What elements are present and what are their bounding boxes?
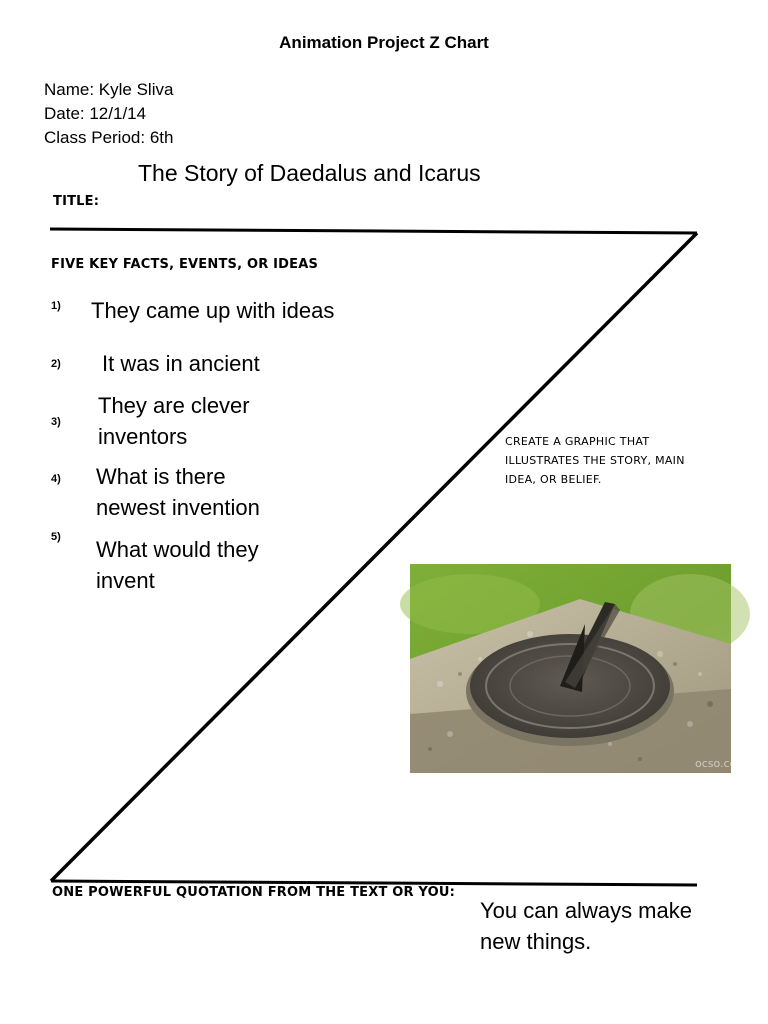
fact-number-2: 2) <box>51 358 61 370</box>
fact-text-1: They came up with ideas <box>91 298 335 323</box>
graphic-instruction: CREATE A GRAPHIC THAT ILLUSTRATES THE STORY, MAIN IDEA, OR BELIEF. <box>505 435 685 486</box>
quotation-label: ONE POWERFUL QUOTATION FROM THE TEXT OR YOU: <box>52 885 455 900</box>
fact-number-4: 4) <box>51 473 61 485</box>
fact-text-2: It was in ancient <box>102 351 260 376</box>
photo-watermark: ocso.com <box>695 757 748 770</box>
fact-number-5: 5) <box>51 531 61 543</box>
fact-text-3: They are clever inventors <box>98 393 250 449</box>
fact-text-4: What is there newest invention <box>96 464 260 520</box>
top-rule <box>50 229 697 233</box>
class-period: Class Period: 6th <box>44 128 174 147</box>
sundial-photo <box>410 564 748 773</box>
fact-number-1: 1) <box>51 300 61 312</box>
title-label: TITLE: <box>53 194 100 209</box>
fact-number-3: 3) <box>51 416 61 428</box>
date-line: Date: 12/1/14 <box>44 104 147 123</box>
student-name: Name: Kyle Sliva <box>44 80 174 99</box>
story-title: The Story of Daedalus and Icarus <box>138 160 481 186</box>
fact-text-5: What would they invent <box>96 537 259 593</box>
quotation-text: You can always make new things. <box>480 898 692 954</box>
document-title: Animation Project Z Chart <box>279 33 489 52</box>
facts-label: FIVE KEY FACTS, EVENTS, OR IDEAS <box>51 257 319 272</box>
